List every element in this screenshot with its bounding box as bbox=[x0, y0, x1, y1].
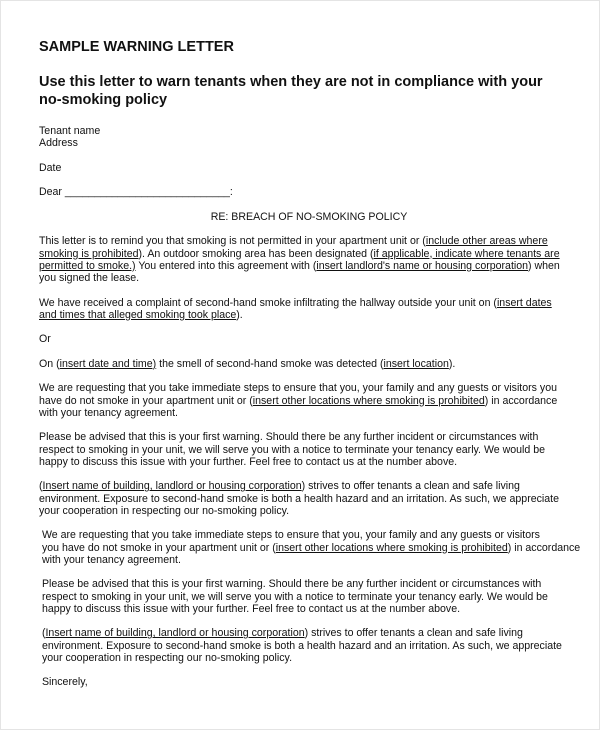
text-segment: environment. Exposure to second-hand smoke is both a health hazard and an irritation. As such, we appreciate bbox=[39, 639, 562, 652]
paragraph-cooperation-repeat bbox=[39, 627, 579, 664]
text-line bbox=[39, 480, 579, 492]
text-segment: you have do not smoke in your apartment unit or ( bbox=[39, 541, 276, 554]
placeholder-text: include other areas where bbox=[425, 235, 548, 248]
placeholder-text: insert other locations where smoking is prohibited bbox=[252, 394, 485, 407]
text-segment: ( bbox=[39, 480, 43, 493]
placeholder-text: insert dates bbox=[496, 296, 552, 309]
text-segment: Please be advised that this is your first warning. Should there be any further incident or circumstances with bbox=[39, 431, 539, 444]
text-line bbox=[39, 505, 579, 517]
text-line bbox=[39, 248, 579, 260]
text-segment: You entered into this agreement with ( bbox=[135, 259, 317, 272]
text-line bbox=[39, 444, 579, 456]
placeholder-text: Insert name of building, landlord or housing corporation bbox=[45, 627, 305, 640]
placeholder-text: insert location bbox=[383, 357, 449, 370]
paragraph-warning bbox=[39, 431, 579, 468]
text-line bbox=[39, 309, 579, 321]
text-segment: This letter is to remind you that smoking is not permitted in your apartment unit or ( bbox=[39, 235, 426, 248]
paragraph-complaint bbox=[39, 297, 579, 322]
text-segment: ) strives to offer tenants a clean and safe living bbox=[301, 480, 520, 493]
text-segment: your cooperation in respecting our no-smoking policy. bbox=[39, 651, 293, 664]
text-segment: ( bbox=[39, 627, 46, 640]
text-segment: have do not smoke in your apartment unit or ( bbox=[39, 394, 253, 407]
text-segment: the smell of second-hand smoke was detected ( bbox=[156, 357, 384, 370]
text-segment: happy to discuss this issue with your further. Feel free to contact us at the number above. bbox=[39, 455, 458, 468]
text-line bbox=[39, 407, 579, 419]
subject-line bbox=[39, 211, 579, 223]
placeholder-text: if applicable, indicate where tenants are bbox=[373, 247, 560, 260]
text-segment: ) strives to offer tenants a clean and safe living bbox=[304, 627, 523, 640]
text-line bbox=[39, 186, 579, 198]
placeholder-text: permitted to smoke.) bbox=[39, 259, 136, 272]
salutation bbox=[39, 186, 579, 198]
text-line bbox=[39, 297, 579, 309]
text-line bbox=[39, 431, 579, 443]
text-segment: ). bbox=[448, 357, 456, 370]
text-segment: We have received a complaint of second-hand smoke infiltrating the hallway outside your unit on ( bbox=[39, 296, 497, 309]
paragraph-reminder bbox=[39, 235, 579, 284]
text-segment: respect to smoking in your unit, we will serve you with a notice to terminate your tenancy early. We would be bbox=[39, 590, 548, 603]
text-segment: Date bbox=[39, 161, 62, 174]
letter-body bbox=[39, 125, 579, 701]
text-segment: ) in accordance bbox=[484, 394, 558, 407]
text-line bbox=[39, 676, 579, 688]
subtitle-line: no-smoking policy bbox=[39, 92, 168, 108]
placeholder-text: Insert name of building, landlord or housing corporation bbox=[42, 480, 302, 493]
text-line bbox=[39, 652, 579, 664]
text-line bbox=[39, 554, 579, 566]
paragraph-cooperation bbox=[39, 480, 579, 517]
or-line bbox=[39, 333, 579, 345]
text-segment: We are requesting that you take immediate steps to ensure that you, your family and any guests or visitors you bbox=[39, 382, 557, 395]
text-segment: your cooperation in respecting our no-smoking policy. bbox=[39, 504, 290, 517]
text-segment: Tenant name bbox=[39, 125, 101, 137]
text-line bbox=[39, 640, 579, 652]
text-line bbox=[39, 358, 579, 370]
text-segment: On ( bbox=[39, 357, 60, 370]
text-line bbox=[39, 211, 579, 223]
recipient-block bbox=[39, 125, 579, 150]
text-line bbox=[39, 456, 579, 468]
text-segment: ). bbox=[236, 308, 243, 321]
text-segment: Or bbox=[39, 333, 51, 346]
text-segment: Address bbox=[39, 137, 78, 150]
text-segment: respect to smoking in your unit, we will serve you with a notice to terminate your tenancy early. We would be bbox=[39, 443, 545, 456]
text-segment: ) when bbox=[528, 259, 560, 272]
text-line bbox=[39, 162, 579, 174]
text-line bbox=[39, 578, 579, 590]
text-segment: with your tenancy agreement. bbox=[39, 553, 181, 566]
text-segment: ) in accordance bbox=[507, 541, 581, 554]
text-segment: you signed the lease. bbox=[39, 272, 140, 284]
text-segment: ). An outdoor smoking area has been designated ( bbox=[138, 247, 374, 260]
paragraph-detected bbox=[39, 358, 579, 370]
text-line bbox=[39, 235, 579, 247]
text-line bbox=[39, 493, 579, 505]
text-segment: Dear ____________________________: bbox=[39, 186, 233, 199]
subtitle-line: Use this letter to warn tenants when they are not in compliance with your bbox=[39, 74, 543, 90]
text-segment: environment. Exposure to second-hand smoke is both a health hazard and an irritation. As such, we appreciate bbox=[39, 492, 559, 505]
closing bbox=[39, 676, 579, 688]
text-line bbox=[39, 137, 579, 149]
text-line bbox=[39, 542, 579, 554]
text-line bbox=[39, 603, 579, 615]
placeholder-text: insert other locations where smoking is prohibited bbox=[275, 541, 508, 554]
text-line bbox=[39, 333, 579, 345]
document-subtitle bbox=[39, 73, 579, 109]
paragraph-warning-repeat bbox=[39, 578, 579, 615]
text-line bbox=[39, 529, 579, 541]
text-line bbox=[39, 395, 579, 407]
placeholder-text: insert date and time) bbox=[59, 357, 157, 370]
text-segment: We are requesting that you take immediate steps to ensure that you, your family and any guests or visitors bbox=[39, 529, 540, 542]
date-line bbox=[39, 162, 579, 174]
placeholder-text: smoking is prohibited bbox=[39, 247, 139, 260]
text-line bbox=[39, 382, 579, 394]
text-line bbox=[39, 125, 579, 137]
paragraph-request bbox=[39, 382, 579, 419]
text-line bbox=[39, 591, 579, 603]
placeholder-text: insert landlord's name or housing corporation bbox=[316, 259, 529, 272]
text-line bbox=[39, 272, 579, 284]
text-segment: Sincerely, bbox=[39, 676, 88, 689]
paragraph-request-repeat bbox=[39, 529, 579, 566]
placeholder-text: and times that alleged smoking took place bbox=[39, 308, 237, 321]
text-line bbox=[39, 627, 579, 639]
text-segment: Please be advised that this is your first warning. Should there be any further incident or circumstances with bbox=[39, 578, 542, 591]
text-segment: RE: BREACH OF NO-SMOKING POLICY bbox=[210, 210, 408, 223]
text-segment: happy to discuss this issue with your further. Feel free to contact us at the number above. bbox=[39, 602, 461, 615]
text-line bbox=[39, 260, 579, 272]
document-title: SAMPLE WARNING LETTER bbox=[39, 39, 234, 55]
text-segment: with your tenancy agreement. bbox=[39, 406, 178, 419]
